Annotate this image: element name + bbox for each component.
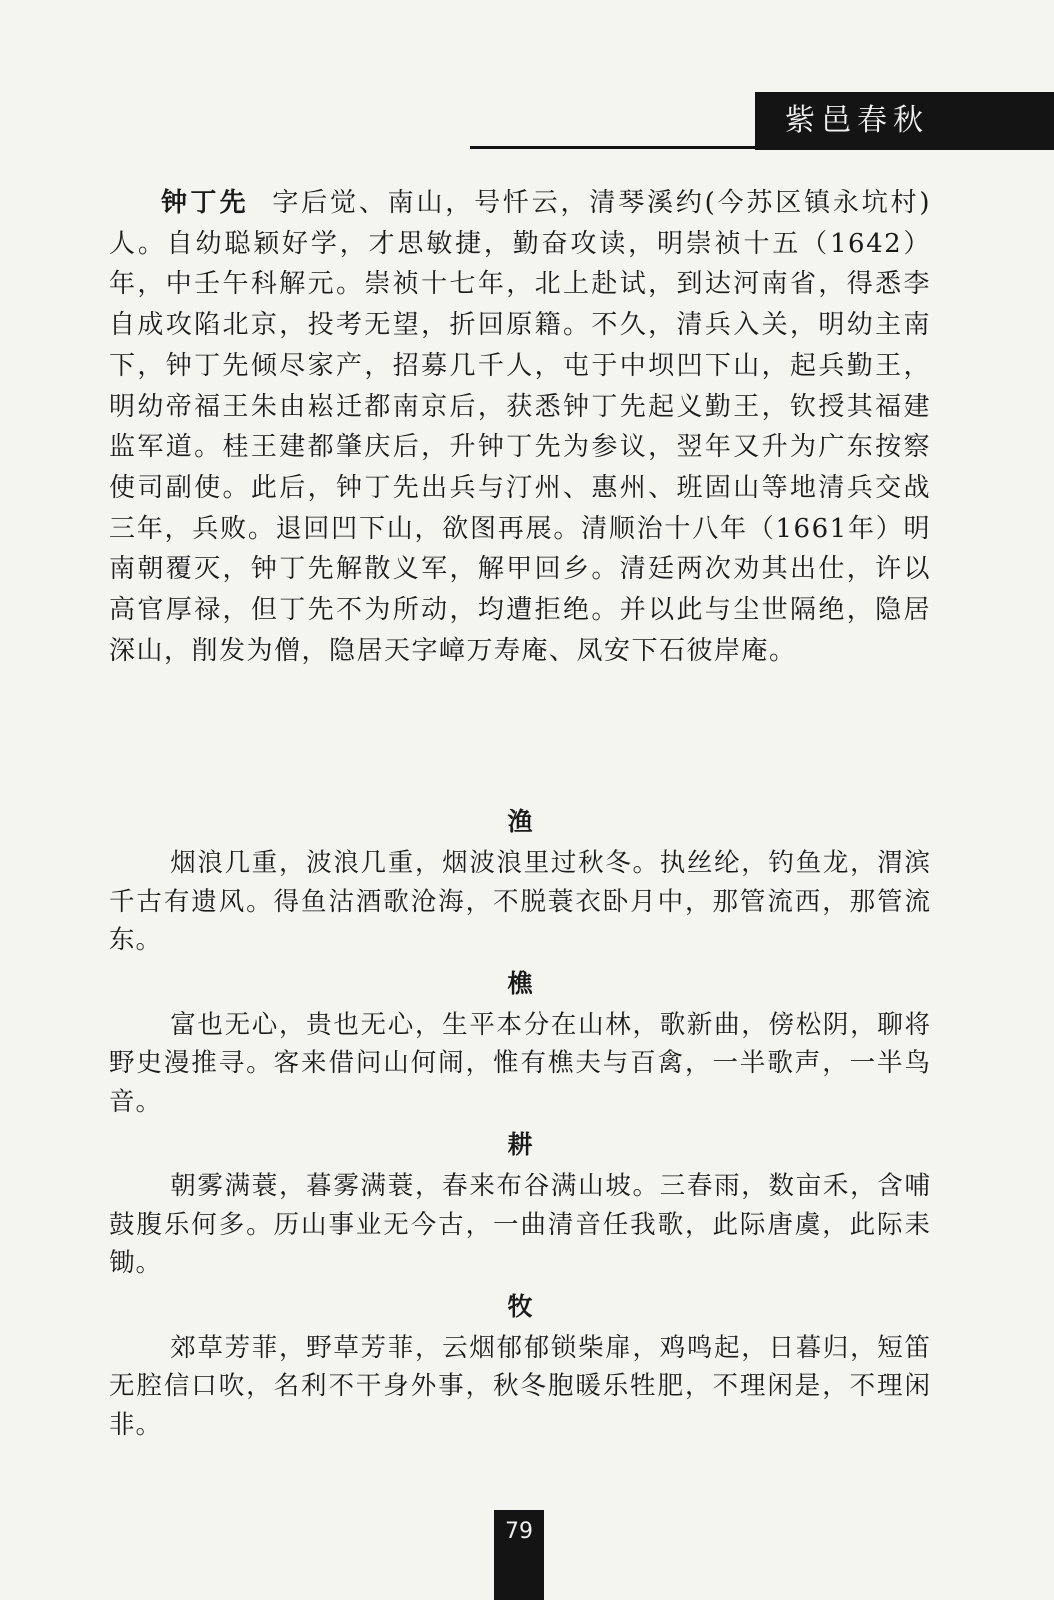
poem-title: 樵 [507,968,533,998]
biography-name: 钟丁先 [161,188,249,218]
poem-text: 郊草芳菲，野草芳菲，云烟郁郁锁柴扉，鸡鸣起，日暮归，短笛无腔信口吹，名利不干身外事，秋冬胞暖乐牲肥，不理闲是，不理闲非。 [109,1332,931,1440]
header-rule [470,146,758,149]
poems-section [109,800,931,1446]
poem-text: 朝雾满蓑，暮雾满蓑，春来布谷满山坡。三春雨，数亩禾，含哺鼓腹乐何多。历山事业无今古，一曲清音任我歌，此际唐虞，此际耒锄。 [109,1171,931,1278]
poem-text: 烟浪几重，波浪几重，烟波浪里过秋冬。执丝纶，钓鱼龙，渭滨千古有遗风。得鱼沽酒歌沧海，不脱蓑衣卧月中，那管流西，那管流东。 [109,848,931,955]
poem-woodcutter [109,962,931,1122]
poem-title: 渔 [507,807,533,836]
poem-herdsman [109,1285,931,1445]
page-number: 79 [494,1510,544,1600]
biography-text: 字后觉、南山，号忏云，清琴溪约(今苏区镇永坑村)人。自幼聪颖好学，才思敏捷，勤奋攻读，明崇祯十五（1642）年，中壬午科解元。崇祯十七年，北上赴试，到达河南省，得悉李自成攻陷北京，投考无望，折回原籍。不久，清兵入关，明幼主南下，钟丁先倾尽家产，招募几千人，屯于中坝凹下山，起兵勤王，明幼帝福王朱由崧迁都南京后，获悉钟丁先起义勤王，钦授其福建监军道。桂王建都肇庆后，升钟丁先为参议，翌年又升为广东按察使司副使。此后，钟丁先出兵与汀州、惠州、班固山等地清兵交战三年，兵败。退回凹下山，欲图再展。清顺治十八年（1661年）明南朝覆灭，钟丁先解散义军，解甲回乡。清廷两次劝其出仕，许以高官厚禄，但丁先不为所动，均遭拒绝。并以此与尘世隔绝，隐居深山，削发为僧，隐居天字嶂万寿庵、凤安下石彼岸庵。 [109,188,931,666]
poem-farmer [109,1123,931,1283]
biography-section [109,183,931,671]
biography-paragraph [109,183,931,671]
poem-title: 牧 [507,1291,533,1321]
poem-fisherman [109,800,931,960]
poem-title: 耕 [507,1130,533,1159]
poem-text: 富也无心，贵也无心，生平本分在山林，歌新曲，傍松阴，聊将野史漫推寻。客来借问山何闹，惟有樵夫与百禽，一半歌声，一半鸟音。 [109,1009,931,1117]
running-header-title: 紫邑春秋 [755,92,1054,150]
